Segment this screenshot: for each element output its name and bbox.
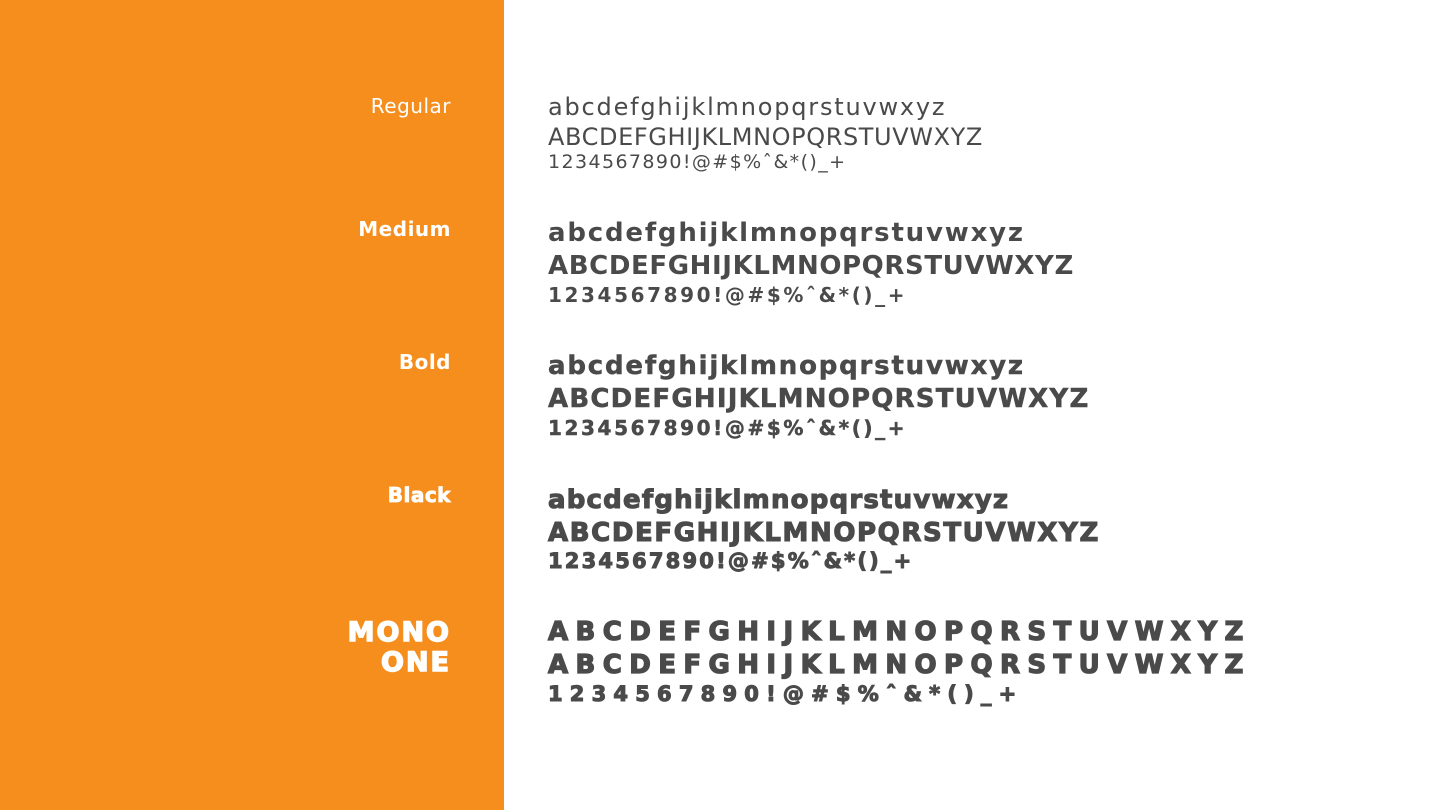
mono-one-numbers-symbols-sample: 1234567890!@#$%ˆ&*()_+ <box>548 682 1024 706</box>
bold-uppercase-sample: ABCDEFGHIJKLMNOPQRSTUVWXYZ <box>548 384 1090 414</box>
black-lowercase-sample: abcdefghijklmnopqrstuvwxyz <box>548 485 1010 515</box>
black-uppercase-sample: ABCDEFGHIJKLMNOPQRSTUVWXYZ <box>548 518 1100 548</box>
regular-lowercase-sample: abcdefghijklmnopqrstuvwxyz <box>548 93 947 121</box>
mono-one-uppercase-sample-1: ABCDEFGHIJKLMNOPQRSTUVWXYZ <box>548 617 1251 647</box>
weight-label-medium: Medium <box>358 217 451 241</box>
weight-label-mono-one <box>348 618 451 678</box>
bold-numbers-symbols-sample: 1234567890!@#$%ˆ&*()_+ <box>548 416 908 440</box>
medium-lowercase-sample: abcdefghijklmnopqrstuvwxyz <box>548 218 1025 248</box>
bold-lowercase-sample: abcdefghijklmnopqrstuvwxyz <box>548 351 1025 381</box>
weight-label-mono-line-2: ONE <box>381 647 451 678</box>
weight-label-mono-line-1: MONO <box>347 617 451 648</box>
orange-sidebar-panel <box>0 0 504 810</box>
regular-numbers-symbols-sample: 1234567890!@#$%ˆ&*()_+ <box>548 151 847 173</box>
regular-uppercase-sample: ABCDEFGHIJKLMNOPQRSTUVWXYZ <box>548 123 983 151</box>
weight-label-regular: Regular <box>370 94 451 118</box>
mono-one-uppercase-sample-2: ABCDEFGHIJKLMNOPQRSTUVWXYZ <box>548 650 1251 680</box>
black-numbers-symbols-sample: 1234567890!@#$%ˆ&*()_+ <box>548 549 914 573</box>
weight-label-bold: Bold <box>398 350 451 374</box>
weight-label-black: Black <box>387 483 451 507</box>
medium-numbers-symbols-sample: 1234567890!@#$%ˆ&*()_+ <box>548 283 908 307</box>
medium-uppercase-sample: ABCDEFGHIJKLMNOPQRSTUVWXYZ <box>548 251 1074 281</box>
